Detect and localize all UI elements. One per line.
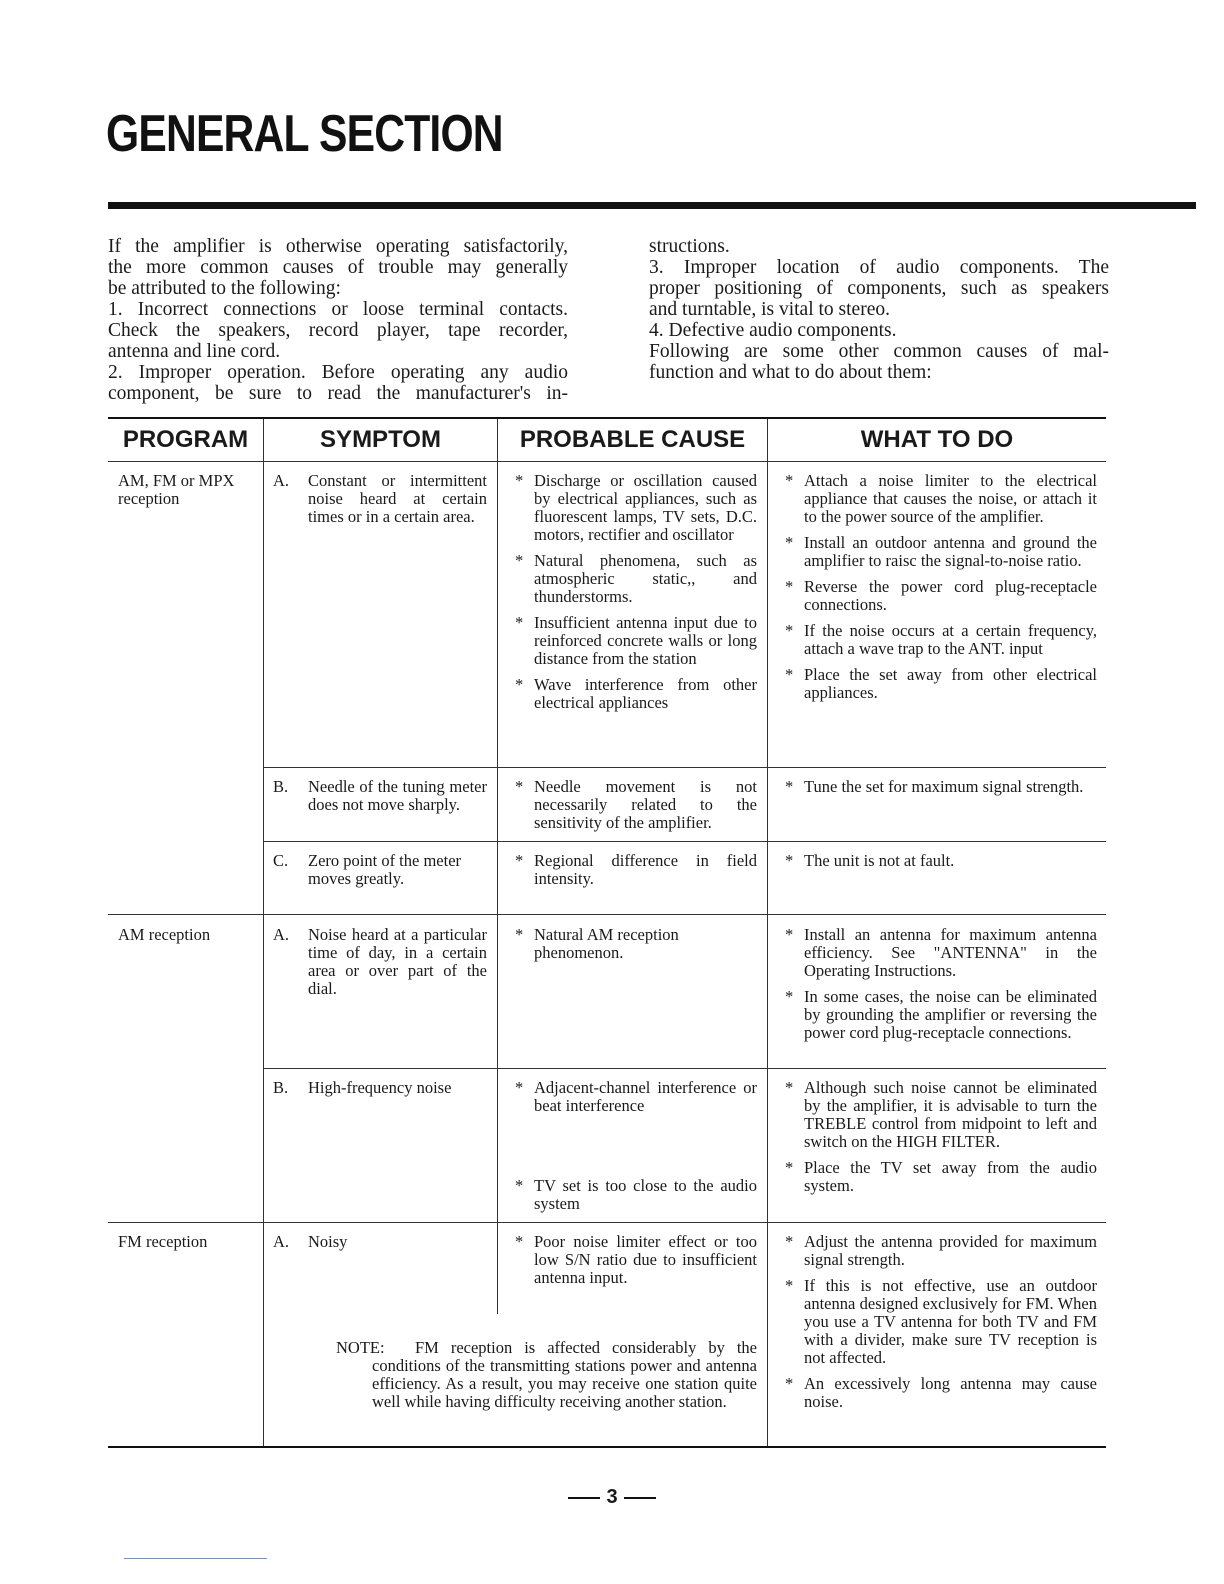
column-divider <box>767 419 768 1446</box>
intro-line: 1. Incorrect connections or loose terminal contacts. <box>108 299 568 320</box>
row-rule <box>108 914 1106 915</box>
note-label: NOTE: <box>336 1338 385 1357</box>
row-rule <box>264 841 1106 842</box>
symptom-cell <box>273 1233 487 1251</box>
cause-cell: * Natural AM reception phenomenon. <box>515 926 757 970</box>
program-cell: FM reception <box>118 1232 208 1251</box>
todo-item: Install an outdoor antenna and ground the amplifier to raisc the signal-to-noise ratio. <box>804 533 1097 570</box>
table-bottom-rule <box>108 1446 1106 1448</box>
intro-line: Following are some other common causes of mal- <box>649 341 1109 362</box>
program-cell: AM, FM or MPX reception <box>118 471 235 508</box>
symptom-cell <box>273 852 487 888</box>
todo-item: Although such noise cannot be eliminated by the amplifier, it is advisable to turn the TREBLE control from midpoint to left and switch on the HIGH FILTER. <box>804 1078 1097 1151</box>
row-rule <box>108 1222 1106 1223</box>
intro-line: 4. Defective audio components. <box>649 320 897 341</box>
intro-line: Check the speakers, record player, tape recorder, <box>108 320 568 341</box>
intro-line: function and what to do about them: <box>649 362 932 383</box>
symptom-text: Zero point of the meter moves greatly. <box>308 851 462 888</box>
todo-item: Reverse the power cord plug-receptacle connections. <box>804 577 1097 614</box>
intro-line: the more common causes of trouble may generally <box>108 257 568 278</box>
todo-item: If this is not effective, use an outdoor antenna designed exclusively for FM. When you use a TV antenna for both TV and FM with a divider, make sure TV reception is not affected. <box>804 1276 1097 1367</box>
intro-left-column <box>108 236 568 404</box>
header-program: PROGRAM <box>122 426 249 453</box>
todo-item: Tune the set for maximum signal strength. <box>804 777 1084 796</box>
symptom-letter: A. <box>273 925 290 944</box>
note-text: FM reception is affected considerably by the conditions of the transmitting stations power and antenna efficiency. As a result, you may receive one station quite well while having difficulty receiving another station. <box>372 1338 757 1411</box>
cause-cell: * Regional difference in field intensity. <box>515 851 757 888</box>
cause-item: Needle movement is not necessarily related to the sensitivity of the amplifier. <box>534 777 757 832</box>
symptom-letter: A. <box>273 471 290 490</box>
todo-item: Adjust the antenna provided for maximum signal strength. <box>804 1232 1097 1269</box>
todo-item: Install an antenna for maximum antenna efficiency. See "ANTENNA" in the Operating Instructions. <box>804 925 1097 980</box>
todo-item: The unit is not at fault. <box>804 851 955 870</box>
cause-cell: * Poor noise limiter effect or too low S/N ratio due to insufficient antenna input. <box>515 1232 757 1287</box>
cause-item: Natural AM reception phenomenon. <box>534 925 679 962</box>
todo-cell: * Although such noise cannot be eliminated by the amplifier, it is advisable to turn the TREBLE control from midpoint to left and switch on the HIGH FILTER. * Place the TV set away from the audio system. <box>785 1078 1097 1195</box>
cause-item: Natural phenomena, such as atmospheric static,, and thunderstorms. <box>534 551 757 606</box>
symptom-letter: A. <box>273 1232 290 1251</box>
header-rule <box>108 461 1106 462</box>
todo-item: Attach a noise limiter to the electrical appliance that causes the noise, or attach it to the power source of the amplifier. <box>804 471 1097 526</box>
symptom-cell <box>273 926 487 998</box>
header-probable-cause: PROBABLE CAUSE <box>519 426 746 453</box>
row-rule <box>264 1068 1106 1069</box>
todo-item: Place the set away from other electrical appliances. <box>804 665 1097 702</box>
intro-line: structions. <box>649 236 730 257</box>
intro-line: antenna and line cord. <box>108 341 281 362</box>
symptom-letter: C. <box>273 851 289 870</box>
cause-item: TV set is too close to the audio system <box>534 1176 757 1213</box>
todo-item: Place the TV set away from the audio system. <box>804 1158 1097 1195</box>
symptom-cell <box>273 1079 487 1097</box>
scan-mark <box>124 1558 267 1559</box>
symptom-cell <box>273 472 487 526</box>
intro-line: If the amplifier is otherwise operating satisfactorily, <box>108 236 568 257</box>
symptom-text: Needle of the tuning meter does not move sharply. <box>308 777 487 814</box>
symptom-text: Noise heard at a particular time of day, in a certain area or over part of the dial. <box>308 925 487 998</box>
cause-item: Regional difference in field intensity. <box>534 851 757 888</box>
intro-right-column <box>649 236 1109 383</box>
todo-cell: * The unit is not at fault. <box>785 852 1097 878</box>
symptom-text: Noisy <box>308 1232 348 1251</box>
todo-cell: * Adjust the antenna provided for maximum signal strength. * If this is not effective, use an outdoor antenna designed exclusively for FM. When you use a TV antenna for both TV and FM with a divider, make sure TV reception is not affected. * An excessively long antenna may cause noise. <box>785 1232 1097 1411</box>
page-number: 3 <box>560 1486 664 1509</box>
row-rule <box>264 767 1106 768</box>
todo-item: If the noise occurs at a certain frequency, attach a wave trap to the ANT. input <box>804 621 1097 658</box>
column-divider <box>497 419 498 1314</box>
intro-line: 3. Improper location of audio components. The <box>649 257 1109 278</box>
table-top-rule <box>108 417 1106 419</box>
header-what-to-do: WHAT TO DO <box>860 426 1014 453</box>
cause-item: Wave interference from other electrical appliances <box>534 675 757 712</box>
symptom-text: Constant or intermittent noise heard at certain times or in a certain area. <box>308 471 487 526</box>
fm-note <box>336 1339 757 1411</box>
symptom-cell <box>273 778 487 814</box>
cause-item: Poor noise limiter effect or too low S/N ratio due to insufficient antenna input. <box>534 1232 757 1287</box>
todo-item: An excessively long antenna may cause noise. <box>804 1374 1097 1411</box>
cause-item: Insufficient antenna input due to reinforced concrete walls or long distance from the station <box>534 613 757 668</box>
symptom-letter: B. <box>273 777 289 796</box>
intro-line: and turntable, is vital to stereo. <box>649 299 890 320</box>
intro-line: proper positioning of components, such as speakers <box>649 278 1109 299</box>
todo-cell: * Install an antenna for maximum antenna efficiency. See "ANTENNA" in the Operating Instructions. * In some cases, the noise can be eliminated by grounding the amplifier or reversing the power cord plug-receptacle connections. <box>785 925 1097 1042</box>
cause-cell: * TV set is too close to the audio system <box>515 1176 757 1213</box>
cause-cell: * Adjacent-channel interference or beat interference <box>515 1078 757 1115</box>
page-title: GENERAL SECTION <box>106 105 503 163</box>
intro-line: component, be sure to read the manufacturer's in- <box>108 383 568 404</box>
todo-cell: * Tune the set for maximum signal strength. <box>785 778 1097 804</box>
todo-item: In some cases, the noise can be eliminated by grounding the amplifier or reversing the power cord plug-receptacle connections. <box>804 987 1097 1042</box>
cause-item: Adjacent-channel interference or beat interference <box>534 1078 757 1115</box>
intro-line: be attributed to the following: <box>108 278 341 299</box>
title-rule <box>108 202 1196 209</box>
column-divider <box>263 419 264 1446</box>
symptom-letter: B. <box>273 1078 289 1097</box>
cause-item: Discharge or oscillation caused by electrical appliances, such as fluorescent lamps, TV sets, D.C. motors, rectifier and oscillator <box>534 471 757 544</box>
todo-cell: * Attach a noise limiter to the electrical appliance that causes the noise, or attach it to the power source of the amplifier. * Install an outdoor antenna and ground the amplifier to raisc the signal-to-noise ratio. * Reverse the power cord plug-receptacle connections. * If the noise occurs at a certain frequency, attach a wave trap to the ANT. input * Place the set away from other electrical appliances. <box>785 471 1097 702</box>
header-symptom: SYMPTOM <box>320 426 441 453</box>
cause-cell: * Discharge or oscillation caused by electrical appliances, such as fluorescent lamps, TV sets, D.C. motors, rectifier and oscillator * Natural phenomena, such as atmospheric static,, and thunderstorms. * Insufficient antenna input due to reinforced concrete walls or long distance from the station * Wave interference from other electrical appliances <box>515 471 757 712</box>
symptom-text: High-frequency noise <box>308 1078 452 1097</box>
cause-cell: * Needle movement is not necessarily related to the sensitivity of the amplifier. <box>515 777 757 832</box>
program-cell: AM reception <box>118 925 211 944</box>
intro-line: 2. Improper operation. Before operating any audio <box>108 362 568 383</box>
